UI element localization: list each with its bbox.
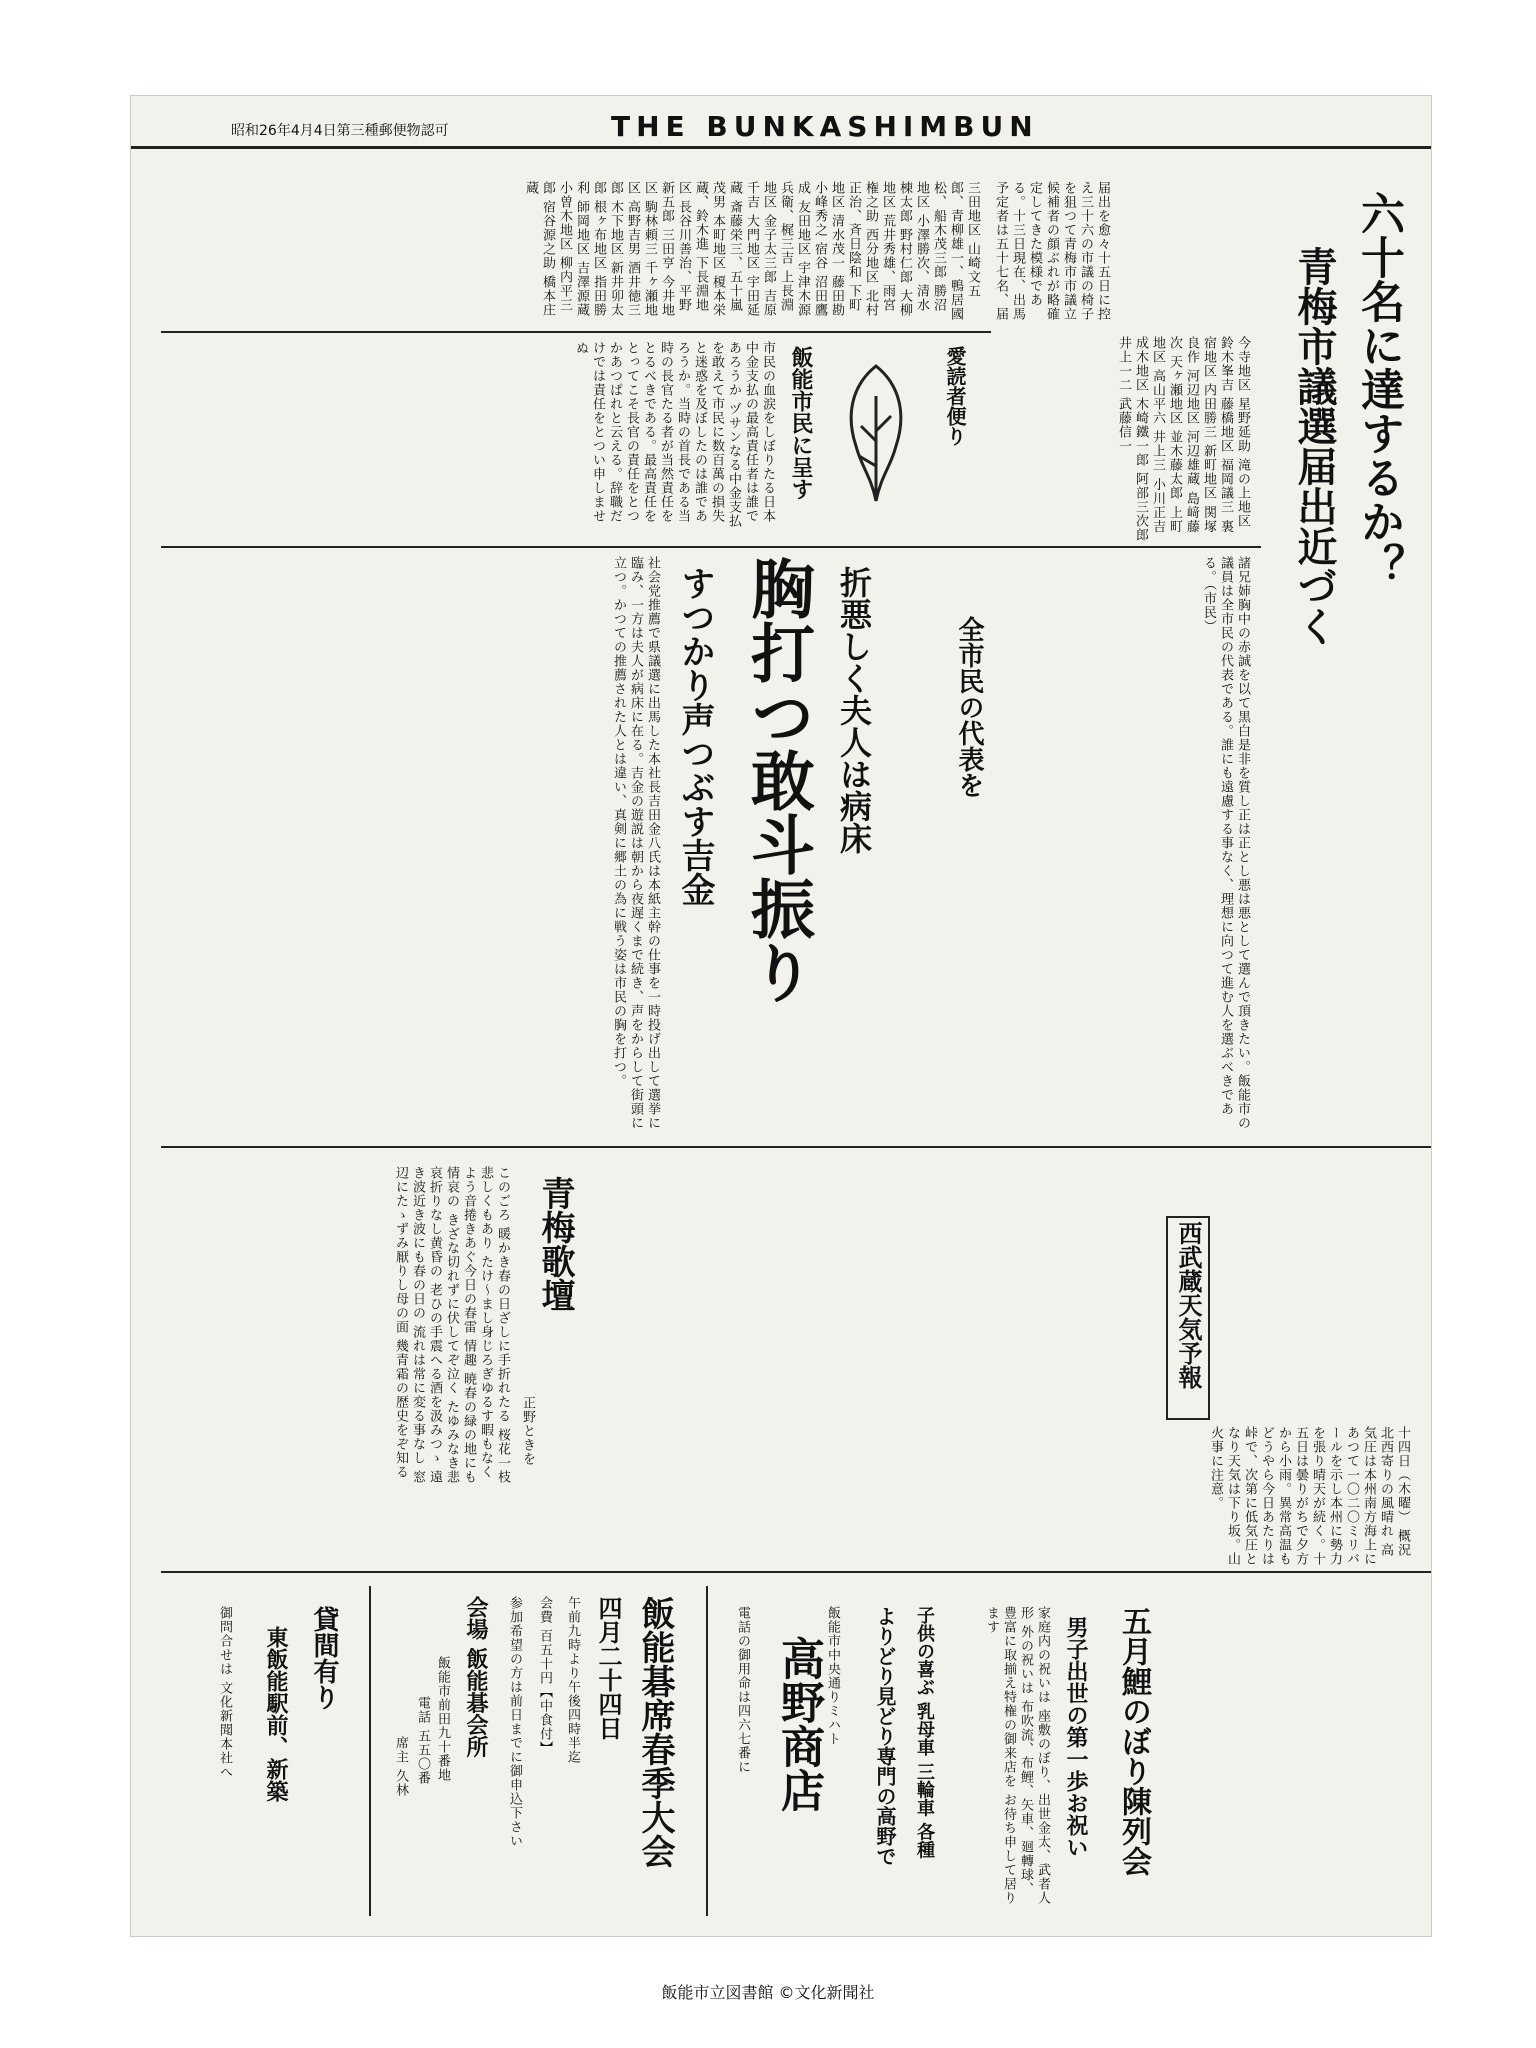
kinkin-headline: 胸打つ敢斗振り [740,556,815,1004]
rent-ad-contact: 御問合せは 文化新聞本社へ [217,1606,232,1780]
kinkin-body: 社会党推薦で県議選に出馬した本社長吉田金八氏は本紙主幹の仕事を一時投げ出して選挙に臨み、一方は夫人が病床に在る。吉金の遊説は朝から夜遅くまで続き、声をからして街頭に立つ。かつての推薦された人とは違い、真剣に郷土の為に戦う姿は市民の胸を打つ。 [611,556,660,1130]
shop-tel: 電話の御用命は四六七番に [735,1606,750,1774]
middle-right-body [601,1156,1161,1556]
go-ad-tel: 電話 五五〇番 [415,1696,430,1786]
masthead-title: THE BUNKASHIMBUN [611,110,1039,143]
rent-ad-place: 東飯能駅前、新築 [263,1626,289,1802]
reader-letter-title: 愛読者便り [943,346,967,446]
tree-illustration [831,356,921,506]
poem-author: 正野ときを [520,1396,535,1466]
carp-ad-body: 家庭内の祝いは 座敷のぼり、出世金太、武者人形 外の祝いは 布吹流、布鯉、矢車、廻轉球、豊富に取揃え特権の御来店を お待ち申して居ります [984,1606,1050,1906]
citizen-rep-body: 諸兄姉胸中の赤誠を以て黒白是非を質し正は正とし悪は悪として選んで頂きたい。飯能市の議員は全市民の代表である。誰にも遠慮する事なく、理想に向つて進む人を選ぶべきである。（市民） [1201,556,1250,1130]
weather-body: 十四日（木曜） 概況 北西寄りの風晴れ 高気圧は本州南方海上にあつて一〇二〇ミリバールを示し本州に勢力を張り晴天が続く。十五日は曇りがちで夕方から小雨。異常高温もどうやら今日あたりは峠で、次第に低気圧となり天気は下り坂。山火事に注意。 [1208,1426,1410,1566]
go-ad-fee: 会費 百五十円【中食付】 [537,1596,552,1756]
reader-letter-subtitle: 飯能市民に呈す [788,346,814,500]
kinkin-subtitle: 折悪しく夫人は病床 [835,566,873,854]
rule-middle [161,1146,1431,1148]
election-subheadline: 青梅市議選届出近づく [1291,246,1338,646]
rule-mid-left [161,546,1261,548]
go-ad-date: 四月二十四日 [594,1596,623,1740]
poem-title: 青梅歌壇 [535,1176,575,1312]
masthead [131,106,1431,149]
shop-slogan: 子供の喜ぶ 乳母車 三輪車 各種 [914,1606,935,1859]
go-ad-venue: 会場 飯能碁会所 [463,1596,489,1758]
reader-letter-body: 市民の血涙をしぼりたる日本中金支払の最高責任者は誰であろうか ヅサンなる中金支払を敢えて市民に数百萬の損失と迷惑を及ぼしたのは誰であろうか。当時の首長である当時の長官たる者が当然責任をとるべきである。最高責任をとってこそ長官の責任をとつかあつぱれと云える。辞職だけでは責任をとつい申しませぬ [573,341,775,529]
election-districts: 三田地区 山崎文五郎、青柳雄一、鴨居國松、船木茂三郎 勝沼地区 小澤勝次、清水棟太郎 野村仁郎 大柳地区 荒井秀雄、雨宮権之助 西分地区 北村正治、斉日陰和 下町地区 清水茂一 藤田勘 小峰秀之 宿谷 沼田鷹成 友田地区 宇津木源兵衛、梶三吉 上長淵地区 金子太三郎 吉原千吉 大門地区 宇田延蔵 斎藤栄三、五十嵐茂男 本町地区 榎本栄蔵、鈴木進 下長淵地区 長谷川善治、平野新五郎 三田亨 今井地区 駒林頼三 千ヶ瀬地区 高野吉男 酒井徳三郎 木下地区 新井卯太郎 根ヶ布地区 指田勝利 師岡地区 吉澤源蔵 小曽木地区 柳内平三郎 宿谷源之助 橋本庄蔵 [523,181,980,321]
rule-top [161,331,991,333]
election-continued [1261,556,1421,1136]
rule-bottom [161,1571,1431,1573]
shop-name: 高野商店 [773,1636,824,1812]
election-districts-2: 今寺地区 星野延助 滝の上地区 鈴木峯吉 藤橋地区 福岡議三 裏宿地区 内田勝三 新町地区 関塚良作 河辺地区 河辺雄蔵 島﨑藤次 天ヶ瀬地区 並木藤太郎 上町地区 高山平六 井上三 小川正吉 成木地区 木崎鐵一郎 阿部三次郎 井上一二 武藤信一 [1116,336,1250,543]
citizen-rep-title: 全市民の代表を [954,616,984,798]
footer-credit: 飯能市立図書館 ©文化新聞社 [661,1983,875,2002]
poem-body: このごろ 暖かき春の日ざしに手折れたる 桜花一枝悲しくもあり たけ〜まし身じろぎゆるす暇もなく よう音捲きあぐ今日の春雷 情趣 暁春の緑の地にも情哀の きざな切れずに伏してぞ泣く たゆみなき悲哀折りなし黄昏の 老ひの手震へる酒を汲みつゝ 遠き波近き波にも春の日の 流れは常に変る事なし 窓辺にたゝずみ厭りし母の面 幾青霜の歴史をぞ知る [393,1166,510,1485]
weather-title: 西武蔵天気予報 [1174,1221,1203,1389]
go-ad-owner: 席主 久林 [393,1736,408,1798]
go-ad-time: 午前九時より午後四時半迄 [565,1596,580,1764]
kinkin-subtitle-2: すつかり声つぶす吉金 [675,566,715,906]
rent-ad-title: 貸間有り [309,1606,339,1710]
carp-ad-subtitle: 男子出世の第一歩お祝い [1063,1616,1089,1858]
election-headline: 六十名に達するか？ [1353,191,1404,587]
shop-address: 飯能市中央通りミハト [825,1606,840,1746]
rule-ad-divider-2 [369,1586,371,1916]
election-body: 届出を愈々十五日に控え三十六の市議の椅子を狙つて青梅市市議立候補者の顔ぶれが略確定してきた模様である。十三日現在、出馬予定者は五十七名、届 [993,181,1110,321]
go-ad-title: 飯能碁席春季大会 [635,1596,675,1868]
rule-ad-divider [706,1586,708,1916]
shop-line-2: よりどり見どり専門の高野で [873,1606,897,1866]
masthead-date: 昭和26年4月4日第三種郵便物認可 [231,123,449,139]
go-ad-address: 飯能市前田九十番地 [435,1656,450,1782]
carp-ad-title: 五月鯉のぼり陳列会 [1116,1606,1151,1876]
go-ad-note: 参加希望の方は前日までに御申込下さい [507,1596,522,1848]
newspaper-page [130,95,1432,1937]
